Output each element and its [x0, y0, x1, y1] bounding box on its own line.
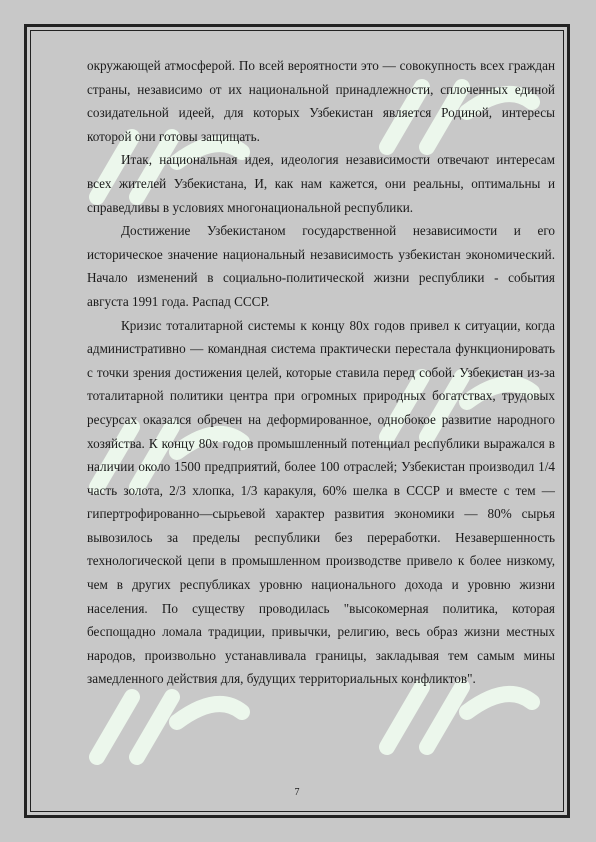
paragraph: Достижение Узбекистаном государственной независимости и его историческое значение национальный независимость узбекистан экономический. Начало изменений в социально-политической жизни республики - события августа 1991 года. Распад СССР. — [87, 223, 555, 309]
document-page — [24, 24, 570, 818]
body-text — [87, 54, 555, 691]
paragraph: Кризис тоталитарной системы к концу 80х годов привел к ситуации, когда административно — командная система практически перестала функционировать с точки зрения достижения целей, которые ставила перед собой. Узбекистан из-за тоталитарной политики центра при огромных природных богатствах, трудовых ресурсах оказался обречен на деформированное, однобокое развитие народного хозяйства. К концу 80х годов промышленный потенциал республики выражался в наличии около 1500 предприятий, более 100 отраслей; Узбекистан производил 1/4 часть золота, 2/3 хлопка, 1/3 каракуля, 60% шелка в СССР и вместе с тем — гипертрофированно—сырьевой характер развития экономики — 80% сырья вывозилось за пределы республики без переработки. Незавершенность технологической цепи в промышленном производстве привело к более низкому, чем в других республиках уровню национального дохода и уровню жизни населения. По существу проводилась "высокомерная политика, которая беспощадно ломала традиции, привычки, религию, весь образ жизни местных народов, произвольно устанавливала границы, закладывая тем самым мины замедленного действия для, будущих территориальных конфликтов". — [87, 317, 555, 687]
page-number: 7 — [294, 787, 300, 798]
paragraph: Итак, национальная идея, идеология независимости отвечают интересам всех жителей Узбекистана, И, как нам кажется, они реальны, оптимальны и справедливы в условиях многонациональной республики. — [87, 152, 555, 215]
paragraph: окружающей атмосферой. По всей вероятности это — совокупность всех граждан страны, независимо от их национальной принадлежности, сплоченных единой созидательной идеей, для которых Узбекистан является Родиной, интересы которой они готовы защищать. — [87, 58, 555, 144]
